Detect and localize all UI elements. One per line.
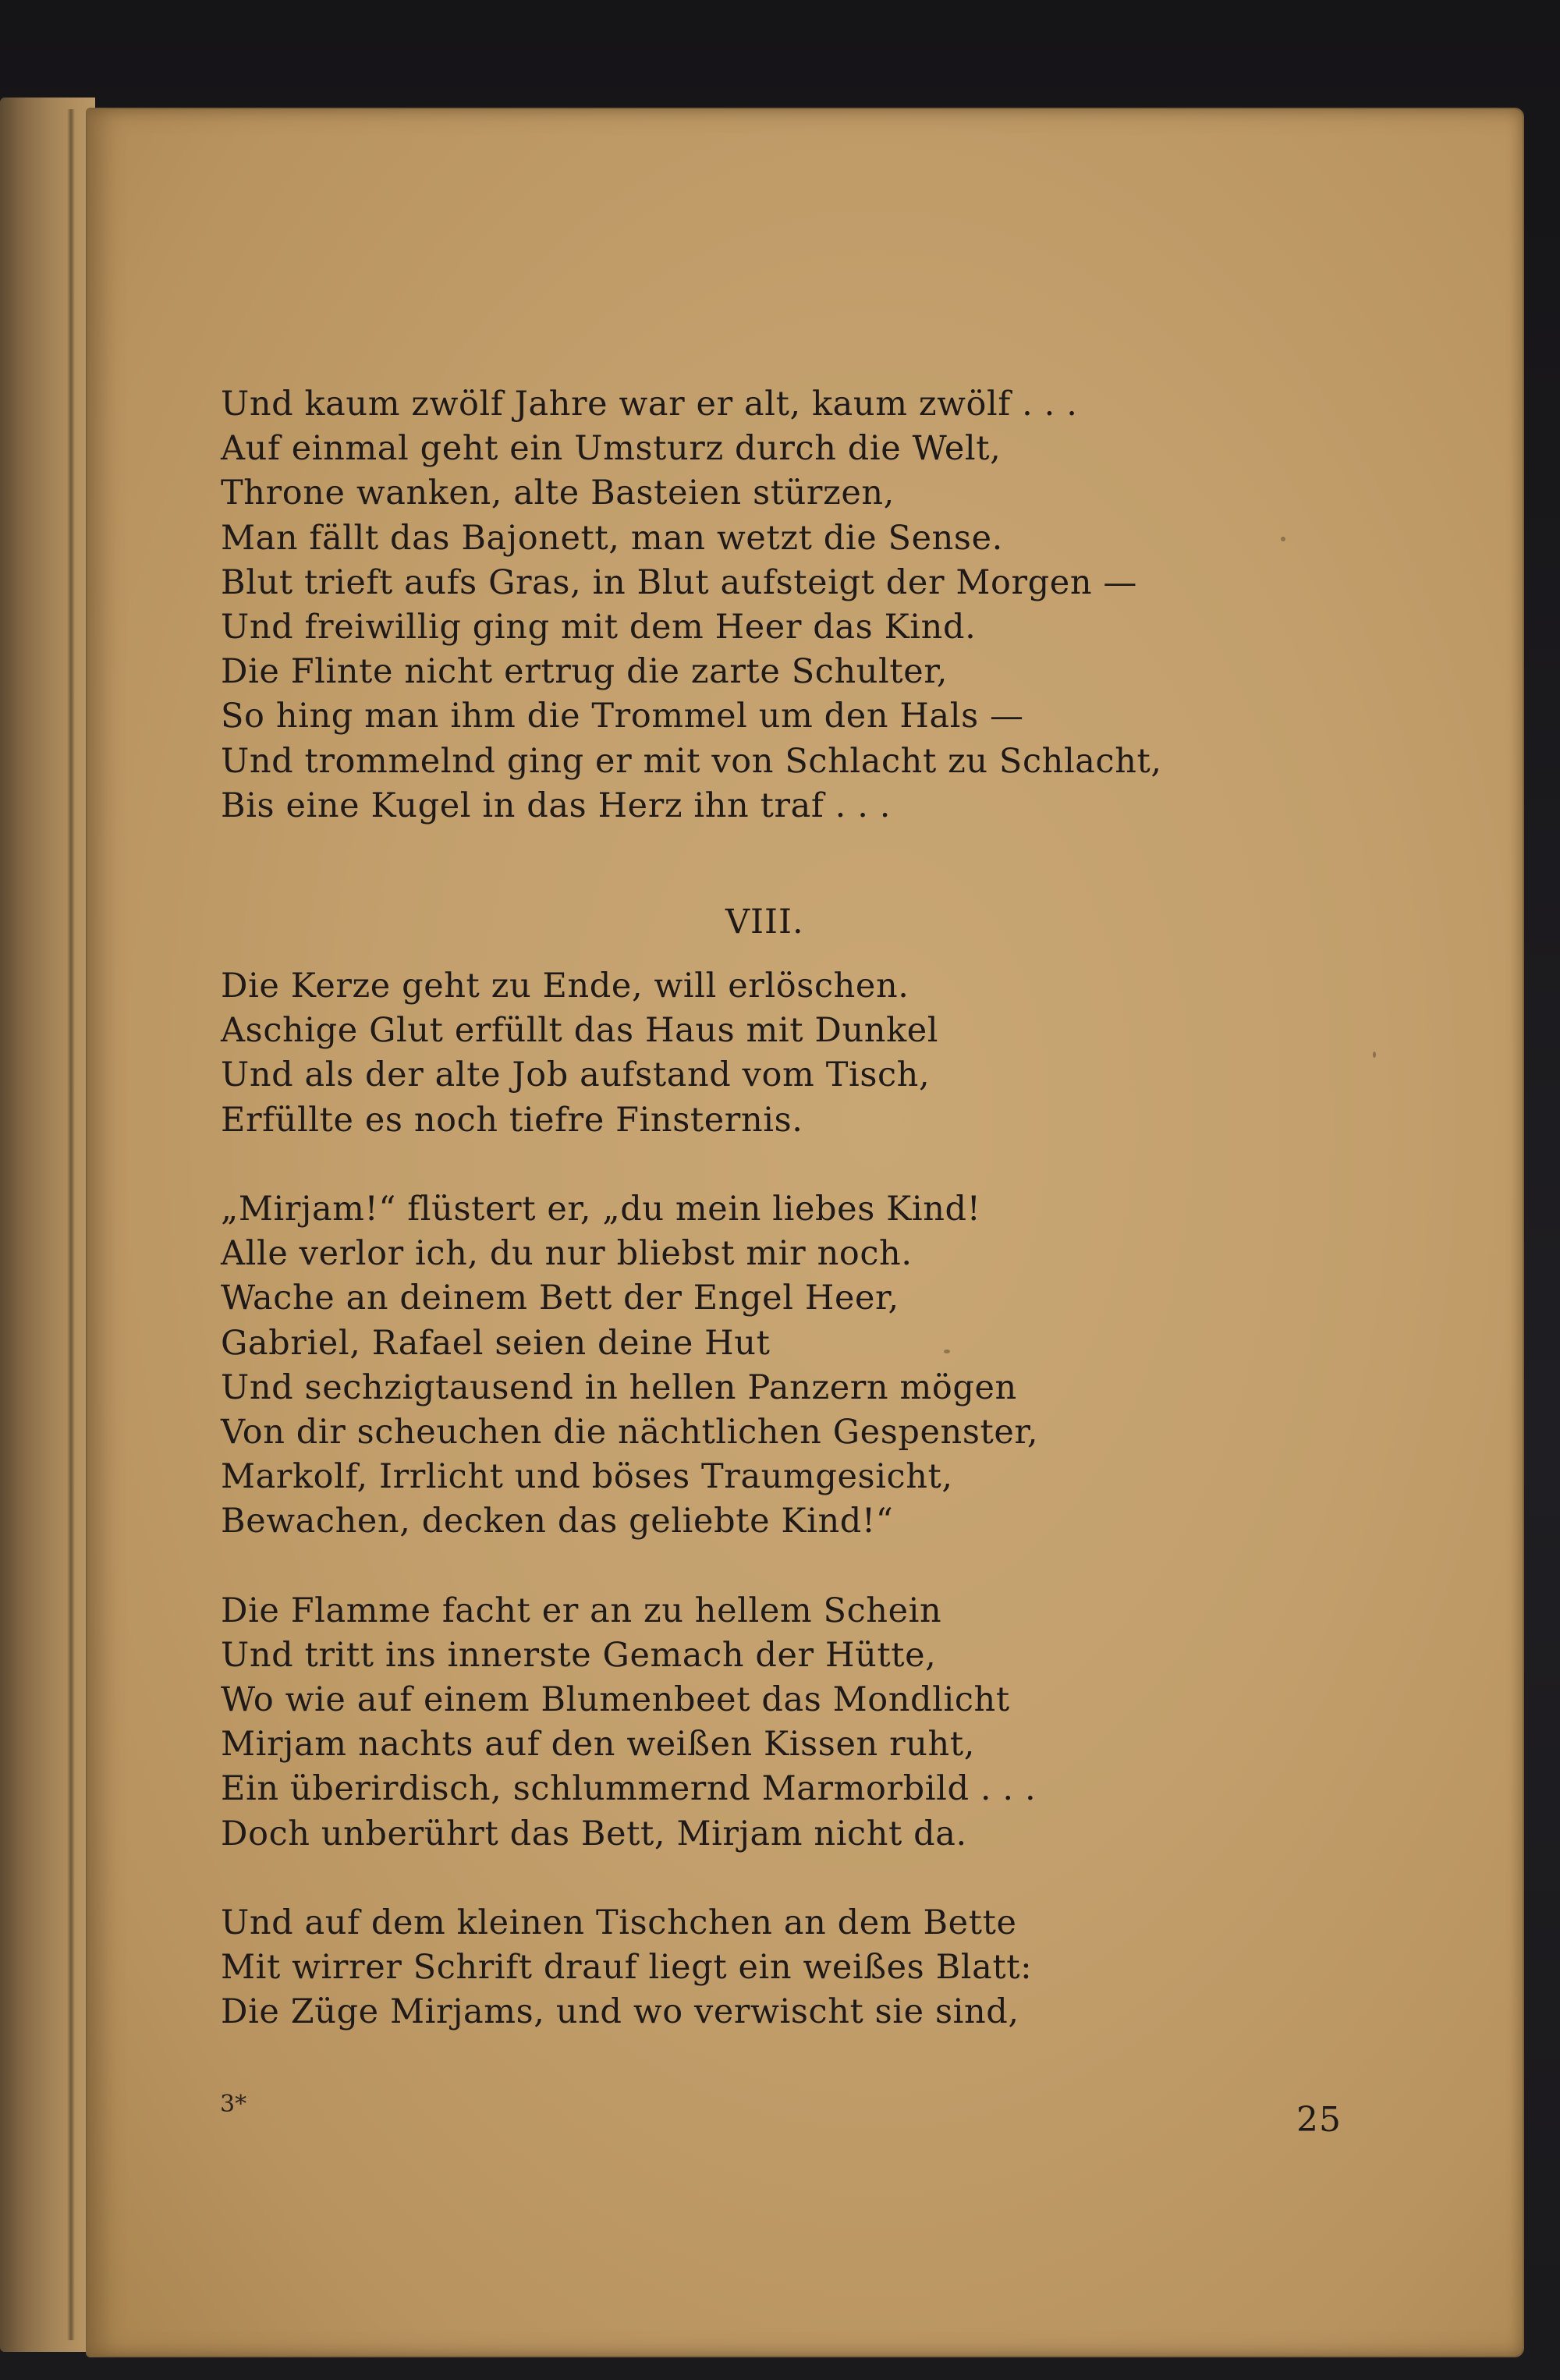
stanza-3 bbox=[221, 1187, 1391, 1545]
verse-line: Erfüllte es noch tiefre Finsternis. bbox=[221, 1100, 803, 1140]
verse-line: Die Kerze geht zu Ende, will erlöschen. bbox=[221, 967, 909, 1006]
verse-line: Doch unberührt das Bett, Mirjam nicht da. bbox=[221, 1814, 967, 1853]
verse-line: Ein überirdisch, schlummernd Marmorbild . . . bbox=[221, 1769, 1037, 1809]
verse-line: Blut trieft aufs Gras, in Blut aufsteigt der Morgen — bbox=[221, 562, 1137, 602]
verse-line: Und trommelnd ging er mit von Schlacht zu Schlacht, bbox=[221, 741, 1162, 781]
verse-line: Mit wirrer Schrift drauf liegt ein weißes Blatt: bbox=[221, 1948, 1033, 1988]
verse-line: Gabriel, Rafael seien deine Hut bbox=[221, 1323, 771, 1363]
verse-line: Wache an deinem Bett der Engel Heer, bbox=[221, 1279, 899, 1318]
verse-line: Die Flinte nicht ertrug die zarte Schulter, bbox=[221, 652, 948, 692]
verse-line: Auf einmal geht ein Umsturz durch die Welt, bbox=[221, 429, 1002, 469]
verse-line: Die Züge Mirjams, und wo verwischt sie sind, bbox=[221, 1992, 1019, 2032]
stanza-2 bbox=[221, 964, 1391, 1143]
book-spine bbox=[0, 98, 95, 2352]
section-viii-text bbox=[221, 964, 1391, 2035]
verse-line: Von dir scheuchen die nächtlichen Gespenster, bbox=[221, 1412, 1039, 1452]
verse-line: Bis eine Kugel in das Herz ihn traf . . . bbox=[221, 786, 892, 825]
stanza-gap bbox=[221, 1544, 1391, 1588]
verse-line: Man fällt das Bajonett, man wetzt die Sense. bbox=[221, 518, 1003, 558]
verse-line: „Mirjam!“ flüstert er, „du mein liebes Kind! bbox=[221, 1189, 981, 1229]
stanza-5 bbox=[221, 1901, 1391, 2035]
verse-line: Und sechzigtausend in hellen Panzern mögen bbox=[221, 1367, 1017, 1407]
stanza-gap bbox=[221, 1143, 1391, 1187]
spine-shadow bbox=[67, 109, 75, 2340]
verse-line: So hing man ihm die Trommel um den Hals — bbox=[221, 697, 1024, 736]
verse-line: Alle verlor ich, du nur bliebst mir noch. bbox=[221, 1234, 913, 1274]
verse-line: Aschige Glut erfüllt das Haus mit Dunkel bbox=[221, 1011, 939, 1051]
verse-line: Und kaum zwölf Jahre war er alt, kaum zwölf . . . bbox=[221, 385, 1078, 424]
verse-line: Und tritt ins innerste Gemach der Hütte, bbox=[221, 1635, 937, 1675]
verse-line: Markolf, Irrlicht und böses Traumgesicht, bbox=[221, 1457, 953, 1497]
signature-mark: 3* bbox=[220, 2091, 247, 2118]
verse-line: Throne wanken, alte Basteien stürzen, bbox=[221, 474, 895, 513]
verse-line: Mirjam nachts auf den weißen Kissen ruht, bbox=[221, 1725, 975, 1765]
stanza-1 bbox=[221, 382, 1391, 828]
verse-line: Und auf dem kleinen Tischchen an dem Bette bbox=[221, 1903, 1017, 1942]
verse-line: Wo wie auf einem Blumenbeet das Mondlicht bbox=[221, 1680, 1010, 1719]
section-heading: VIII. bbox=[725, 903, 804, 942]
stanza-gap bbox=[221, 1857, 1391, 1901]
verse-line: Bewachen, decken das geliebte Kind!“ bbox=[221, 1502, 894, 1541]
verse-line: Die Flamme facht er an zu hellem Schein bbox=[221, 1591, 942, 1630]
page-number: 25 bbox=[1296, 2100, 1342, 2140]
verse-line: Und als der alte Job aufstand vom Tisch, bbox=[221, 1055, 931, 1095]
verse-line: Und freiwillig ging mit dem Heer das Kind. bbox=[221, 607, 977, 647]
stanza-4 bbox=[221, 1589, 1391, 1857]
